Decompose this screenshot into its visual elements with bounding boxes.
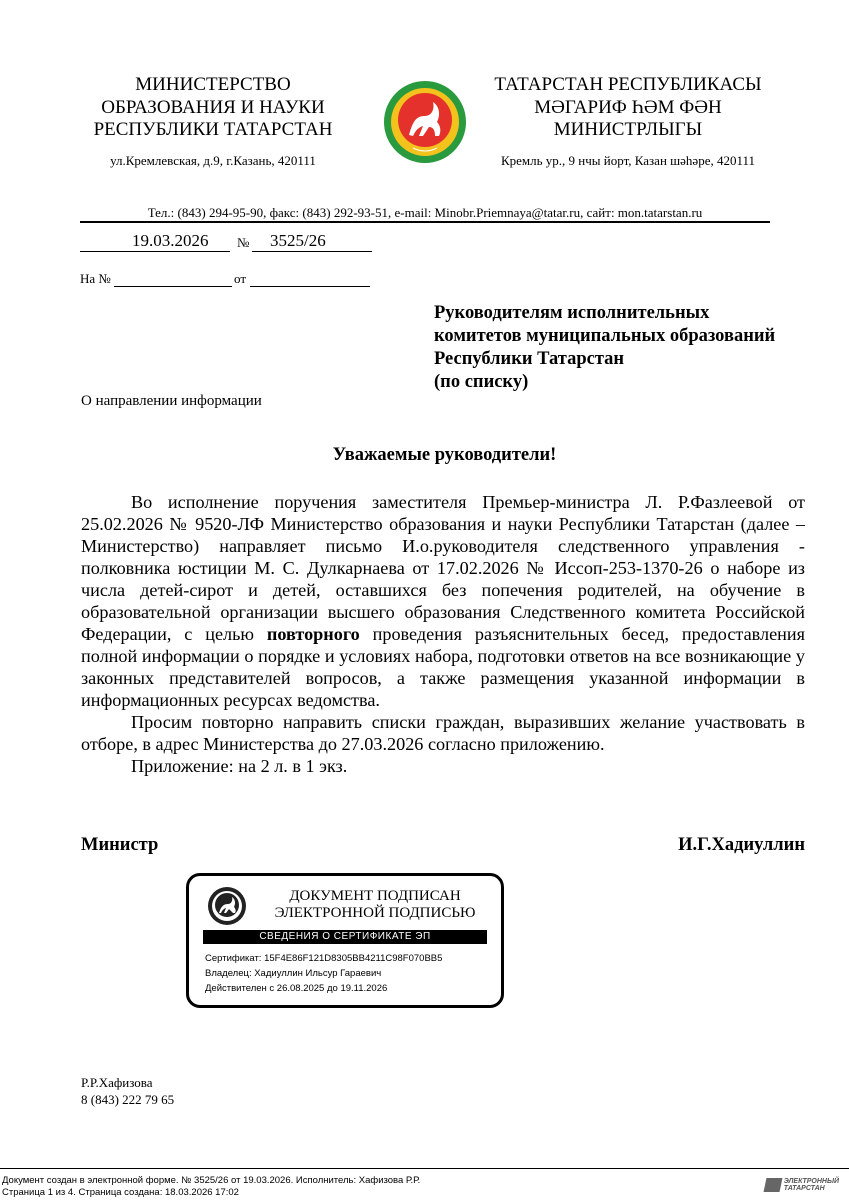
addressee-line: Руководителям исполнительных [434,303,710,323]
header-line: МӘГАРИФ ҺӘМ ФӘН [534,96,722,118]
addressee-line: (по списку) [434,372,529,392]
registration-line [80,231,372,253]
address-tt: Кремль ур., 9 нчы йорт, Казан шәһәре, 420111 [500,153,756,168]
text: Во исполнение поручения заместителя Премьер-министра Л. Р.Фазлеевой от 25.02.2026 № 9520-ЛФ Министерство образования и науки Республики Татарстан (далее – Министерство) направляет письмо И.о.руководителя следственного управления - полковника юстиции М. С. Дулкарнаева от 17.02.2026 № Иссоп-253-1370-26 о наборе из числа детей-сирот и детей, оставшихся без попечения родителей, на обучение в образовательной организации высшего образования Следственного комитета Российской Федерации, с целью [81,492,805,644]
header-line: ОБРАЗОВАНИЯ И НАУКИ [101,96,325,118]
letter-body [81,491,805,777]
footer [0,1168,849,1199]
ref-label: На № [80,271,111,286]
ministry-name-ru [88,74,338,142]
paragraph-2: Просим повторно направить списки граждан, выразивших желание участвовать в отборе, в адрес Министерства до 27.03.2026 согласно приложению. [81,712,805,754]
header-line: ТАТАРСТАН РЕСПУБЛИКАСЫ [494,74,762,95]
reg-number: 3525/26 [270,231,326,250]
stamp-bar: СВЕДЕНИЯ О СЕРТИФИКАТЕ ЭП [203,930,487,944]
cert-owner: Владелец: Хадиуллин Ильсур Гараевич [205,968,382,979]
paragraph-1 [81,491,805,711]
greeting: Уважаемые руководители! [332,445,557,465]
subject: О направлении информации [81,393,262,409]
stamp-title-line: ДОКУМЕНТ ПОДПИСАН [289,888,461,904]
text: проведения разъяснительных бесед, предоставления полной информации о порядке и условиях набора, подготовки ответов на все возникающие у законных представителей вопросов, а также размещения указанной информации в информационных ресурсах ведомства. [81,624,805,710]
executor [81,1074,174,1108]
executor-phone: 8 (843) 222 79 65 [81,1092,175,1107]
electronic-tatarstan-logo [765,1178,839,1192]
signer-name: И.Г.Хадиуллин [678,835,805,855]
header-line: РЕСПУБЛИКИ ТАТАРСТАН [93,119,333,140]
addressee-line: комитетов муниципальных образований [434,326,776,346]
cert-number: Сертификат: 15F4E86F121D8305BB4211C98F070BB5 [205,953,443,964]
cert-info [205,951,442,996]
logo-icon [763,1178,782,1192]
e-signature-stamp [186,873,504,1008]
addressee-line: Республики Татарстан [434,349,625,369]
from-label: от [234,271,247,286]
reg-no-label: № [237,235,250,250]
emblem-icon [207,886,247,926]
tatarstan-emblem-icon [383,80,467,164]
header-divider [80,221,770,223]
logo-line: ТАТАРСТАН [783,1185,825,1192]
logo-line: ЭЛЕКТРОННЫЙ [783,1178,839,1185]
reg-date: 19.03.2026 [132,231,209,250]
ministry-name-tt [478,74,778,142]
executor-name: Р.Р.Хафизова [81,1075,153,1090]
emphasis: повторного [266,624,360,644]
reference-line [80,271,372,289]
attachment-note: Приложение: на 2 л. в 1 экз. [131,756,348,776]
stamp-title [255,888,495,922]
logo-text [784,1178,839,1192]
stamp-title-line: ЭЛЕКТРОННОЙ ПОДПИСЬЮ [274,905,476,921]
header-line: МИНИСТЕРСТВО [135,74,291,95]
footer-line1: Документ создан в электронной форме. № 3525/26 от 19.03.2026. Исполнитель: Хафизова Р.Р. [2,1175,421,1186]
header-line: МИНИСТРЛЫГЫ [553,119,703,140]
address-ru: ул.Кремлевская, д.9, г.Казань, 420111 [110,153,316,168]
addressee [434,302,775,394]
signer-position: Министр [81,835,159,855]
contacts: Тел.: (843) 294-95-90, факс: (843) 292-93-51, e-mail: Minobr.Priemnaya@tatar.ru, сайт: mon.tatarstan.ru [147,205,703,220]
footer-line2: Страница 1 из 4. Страница создана: 18.03.2026 17:02 [2,1187,239,1198]
cert-validity: Действителен с 26.08.2025 до 19.11.2026 [205,983,388,994]
